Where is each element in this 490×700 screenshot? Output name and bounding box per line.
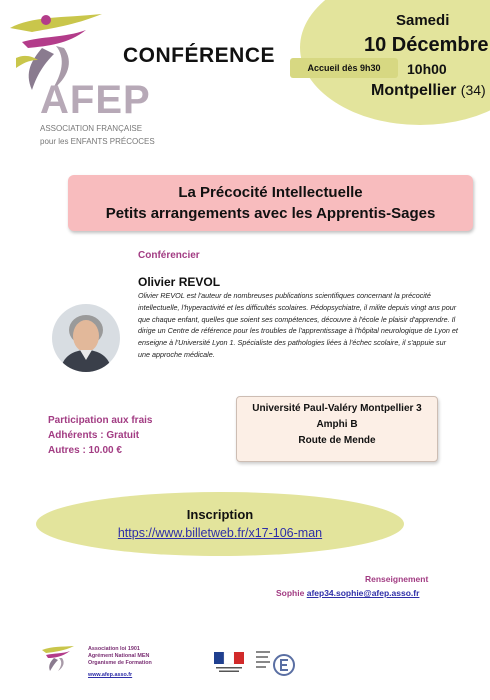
talk-title-line-1: La Précocité Intellectuelle [178,184,363,201]
footer-website-link[interactable]: www.afep.asso.fr [88,672,133,678]
venue-room: Amphi B [316,419,358,430]
footer-formation: Organisme de Formation [88,660,152,666]
logo-subtitle-1: ASSOCIATION FRANÇAISE [40,124,143,133]
venue-box [236,396,438,462]
speaker-label: Conférencier [138,250,200,261]
event-time: 10h00 [407,61,447,77]
republique-francaise-logo-icon [214,652,244,674]
contact-email-link[interactable]: afep34.sophie@afep.asso.fr [306,588,420,598]
ministry-logo-icon [256,643,296,683]
accueil-badge: Accueil dès 9h30 [290,58,398,78]
page-title: CONFÉRENCE [123,44,276,67]
pricing-members: Adhérents : Gratuit [48,430,140,441]
inscription-oval [36,492,404,556]
venue-street: Route de Mende [298,435,376,446]
contact-name: Sophie [276,588,305,598]
inscription-link[interactable]: https://www.billetweb.fr/x17-106-man [117,526,323,540]
footer-association: Association loi 1901 [88,646,140,652]
inscription-label: Inscription [186,507,254,522]
pricing-heading: Participation aux frais [48,415,153,426]
talk-title-banner [68,175,473,231]
speaker-bio: Olivier REVOL est l'auteur de nombreuses publications scientifiques concernant la précocité intellectuelle, l'hyperactivité et les difficultés scolaires. Pédopsychiatre, il milite depuis vingt ans pour que chaque enfant, quelles que soient ses compétences, découvre à l'école le plaisir d'apprendre. Il dirige un Centre de référence pour les troubles de l'apprentissage à l'hôpital neurologique de Lyon et enseigne à l'Université Lyon 1. Spécialiste des pathologies liées à l'échec scolaire, il s'appuie sur une approche médicale. [138,291,458,359]
afep-small-logo-icon [40,644,76,672]
contact-line [276,588,419,598]
event-city [371,82,486,100]
logo-subtitle-2: pour les ENFANTS PRÉCOCES [40,137,155,146]
speaker-name: Olivier REVOL [138,275,221,289]
event-date: 10 Décembre [364,34,489,56]
city-name: Montpellier [371,82,457,99]
talk-title-line-2: Petits arrangements avec les Apprentis-Sages [105,205,436,222]
contact-label: Renseignement [365,574,429,584]
footer-agrement: Agrément National MEN [88,653,150,659]
logo-wordmark: AFEP [40,78,151,122]
pricing-others: Autres : 10.00 € [48,445,122,456]
department: (34) [460,82,486,98]
venue-university: Université Paul-Valéry Montpellier 3 [252,403,422,414]
speaker-portrait-icon [52,304,120,372]
event-day: Samedi [396,12,450,29]
speaker-photo [52,304,120,372]
